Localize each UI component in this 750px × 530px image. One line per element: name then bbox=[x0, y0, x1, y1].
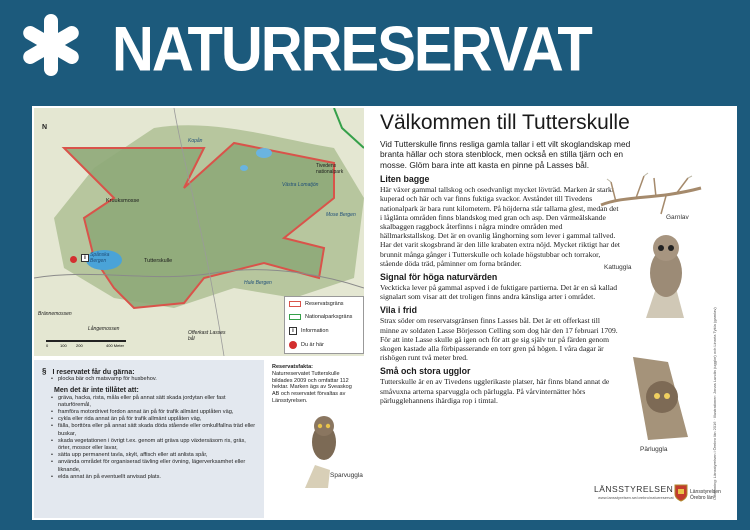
legend-reserve: Reservatsgräns bbox=[289, 299, 344, 309]
prohibited-list bbox=[42, 395, 256, 481]
rules-box bbox=[34, 360, 264, 518]
facts-text: Naturreservatet Tutterskulle bildades 2009 och omfattar 112 hektar. Marken ägs av Sveaskog AB och reservatet förvaltas av Länsstyrelsen. bbox=[272, 370, 352, 404]
caption-sparvuggla: Sparvuggla bbox=[330, 472, 363, 479]
prohibited-title: Men det är inte tillåtet att: bbox=[54, 387, 139, 395]
section-title: Liten bagge bbox=[380, 174, 430, 185]
section-text: Här växer gammal tallskog och osedvanligt mycket lövträd. Marken är starkt kuperad och här och var finns fuktiga svackor. Avståndet till Tivedens nationalpark är bara runt kilometern. På höjderna står tallarna glest, medan det i låglänta områden finns blandskog med gran och asp. Den värmeälskande skalbaggen raggbock återfinns i några mindre områden med hällmarkstallskog. Det är en ovanlig långhorning som lever i gammal tallved. Har det varit skogsbrand är den lille krabaten extra nöjd. Mycket riktigt har det brunnit många gånger i Tutterskulle och kolade högstubbar och torrakor, stående döda träd, påminner om forna bränder. bbox=[380, 185, 620, 268]
prohibited-item: • använda området för organiserad tävling eller övning, lägerverksamhet eller liknande, bbox=[58, 459, 256, 473]
main-text bbox=[380, 110, 631, 405]
map-label-langemossen: Långemossen bbox=[88, 326, 120, 332]
allowed-list bbox=[42, 376, 256, 383]
nature-reserve-star-icon bbox=[20, 14, 82, 76]
garnlav-illustration bbox=[596, 170, 706, 220]
prohibited-item: • skada vegetationen i övrigt t.ex. genom att gräva upp växtersäsom ris, gräs, örter, mossor eller lavar, bbox=[58, 438, 256, 452]
county-crest-icon bbox=[674, 484, 688, 502]
rules-title: I reservatet får du gärna: bbox=[52, 369, 135, 376]
prohibited-item: • framföra motordrivet fordon annat än på för trafik allmänt upplåten väg, bbox=[58, 409, 256, 416]
main-title: Välkommen till Tutterskulle bbox=[380, 111, 630, 134]
map-label-tutterskulle: Tutterskulle bbox=[144, 258, 173, 264]
prohibited-item: • fälla, borttöra eller på annat sätt skada döda stående eller omkullfallna träd eller buskar, bbox=[58, 423, 256, 437]
parluggla-illustration bbox=[628, 352, 698, 442]
prohibited-item: • gräva, hacka, rista, måla eller på annat sätt skada jordytan eller fast naturföremål, bbox=[58, 395, 256, 409]
paragraph-icon: § bbox=[42, 367, 47, 376]
map-label-kruuk: Kruuksmosse bbox=[106, 198, 140, 204]
section-text: Strax söder om reservatsgränsen finns Lasses bål. Det är ett offerkast till minne av soldaten Lasse Börjesson Celling som dog här den 17 februari 1709. För att inte Lasse skulle gå igen och för att ge sig själv tur på färden genom skogen kastade alla förbipasserande en torr gren på högen. I våra dagar är rishögen runt två meter bred. bbox=[380, 316, 618, 363]
info-icon: i bbox=[289, 327, 297, 335]
legend-park: Nationalparksgräns bbox=[289, 312, 352, 322]
facts-title: Reservatsfakta: bbox=[272, 364, 313, 370]
intro-text: Vid Tutterskulle finns resliga gamla tallar i ett vilt skoglandskap med branta hällar och stora stenblock, men också en stilla tjärn och en mosse. Glöm bara inte att kasta en pinne på Lasses bål. bbox=[380, 139, 631, 170]
info-marker-icon: i bbox=[81, 254, 89, 262]
kattuggla-illustration bbox=[636, 228, 696, 318]
legend-info: i Information bbox=[289, 326, 329, 336]
section-title: Vila i frid bbox=[380, 305, 417, 316]
page-title: NATURRESERVAT bbox=[112, 14, 591, 85]
header-band bbox=[0, 0, 750, 100]
map-label-hulebergen: Hule Bergen bbox=[244, 280, 272, 286]
reserve-facts bbox=[272, 364, 358, 405]
prohibited-item: • elda annat än på eventuellt anvisad plats. bbox=[58, 474, 256, 481]
map-label-spanska: Spånska Bergen bbox=[90, 252, 110, 264]
footer-url: www.lansstyrelsen.se/orebro/naturreservat bbox=[598, 495, 674, 500]
footer-brand: LÄNSSTYRELSEN bbox=[594, 484, 674, 494]
caption-garnlav: Garnlav bbox=[666, 214, 689, 221]
section-title: Små och stora ugglor bbox=[380, 366, 471, 377]
prohibited-item: • cykla eller rida annat än på för trafik allmänt upplåten väg, bbox=[58, 416, 256, 423]
map-label-tiveden: Tivedens nationalpark bbox=[316, 163, 344, 175]
map-label-vastra: Västra Lomatjön bbox=[282, 182, 319, 188]
section-title: Signal för höga naturvärden bbox=[380, 272, 498, 283]
prohibited-item: • sätta upp permanent tavla, skylt, affisch eller att anlista spår, bbox=[58, 452, 256, 459]
map-label-brannmossen: Brännemossen bbox=[38, 311, 72, 317]
section-text: Tutterskulle är en av Tivedens ugglerikaste platser, här finns bland annat de småvuxna arterna sparvuggla och pärluggla. På vårvinternätter hörs pärlugglehannens ihärdiga rop i timtal. bbox=[380, 377, 610, 405]
caption-parluggla: Pärluggla bbox=[640, 446, 668, 453]
sections bbox=[380, 174, 620, 405]
section-text: Veckticka lever på gammal aspved i de fuktigare partierna. Det är en så kallad signalart som visar att det troligen finns andra känsliga arter i området. bbox=[380, 283, 617, 302]
legend-here: Du är här bbox=[289, 340, 324, 350]
caption-kattuggla: Kattuggla bbox=[604, 264, 632, 271]
map-label-offerkast: Offerkast Lasses bål bbox=[188, 330, 226, 342]
footer-county: Länsstyrelsen Örebro län bbox=[690, 489, 721, 501]
allowed-item: • plocka bär och matsvamp för husbehov. bbox=[58, 376, 256, 383]
map-label-kopan: Kopån bbox=[188, 138, 203, 144]
map-label-mosebergen: Mose Bergen bbox=[326, 212, 356, 218]
side-credit: Utformning: Länsstyrelsen i Örebro län 2016 · Illustrationer: Jonas Lundin (ugglor) och Linnéa Tykla (garnlav) bbox=[712, 307, 717, 500]
you-are-here-marker-icon bbox=[70, 256, 77, 263]
scale-bar: 0 100 200 400 Meter bbox=[46, 340, 132, 350]
north-arrow: N bbox=[42, 124, 48, 131]
map-legend bbox=[284, 296, 364, 354]
you-are-here-icon bbox=[289, 341, 297, 349]
